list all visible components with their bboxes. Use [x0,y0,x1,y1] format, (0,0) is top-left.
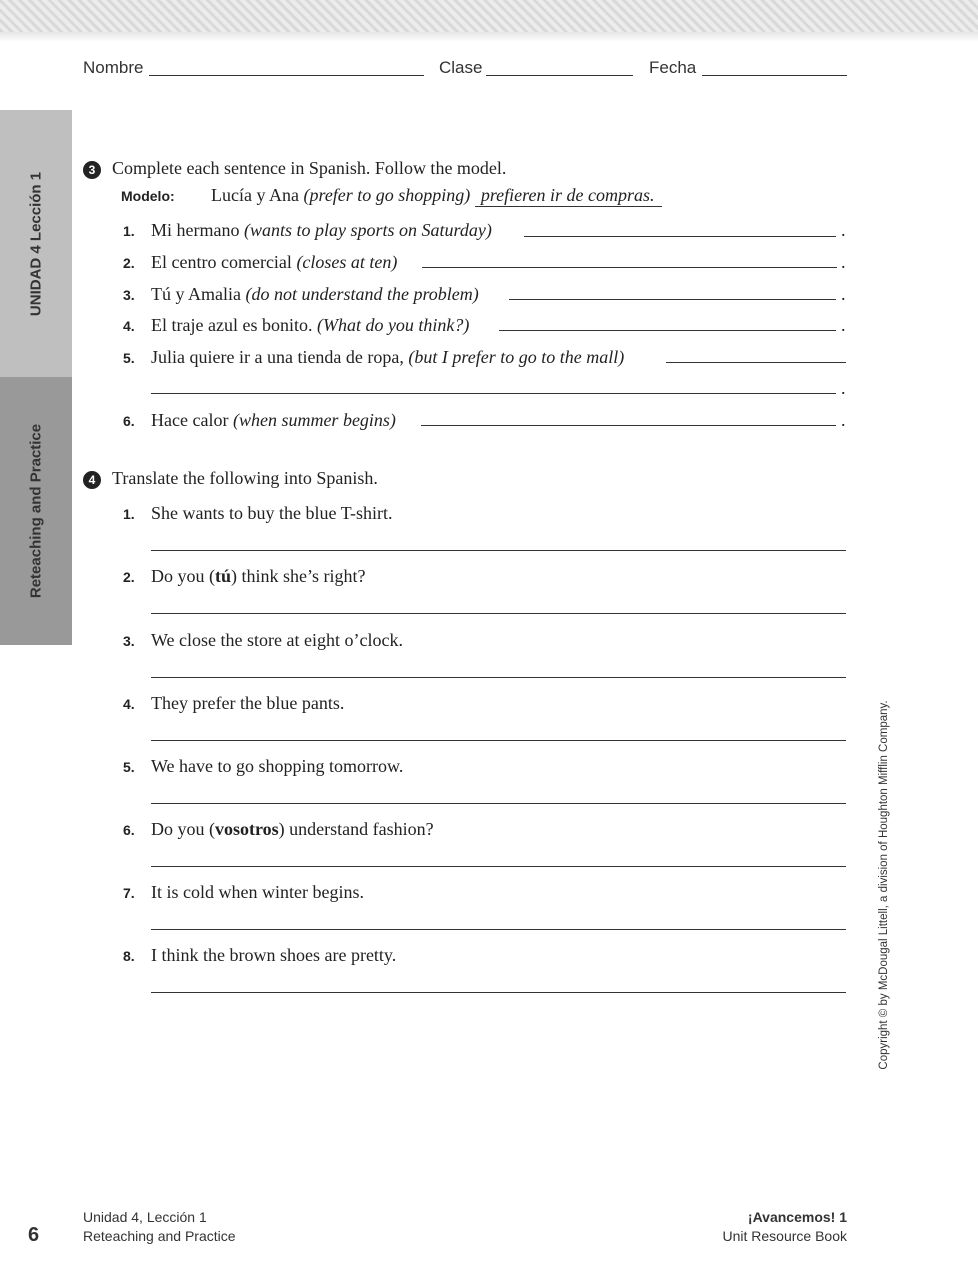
model-text: Lucía y Ana [211,185,299,205]
s4-item-6-text: Do you (vosotros) understand fashion? [151,819,434,839]
period: . [841,410,846,430]
s4-item-number: 8. [123,948,135,964]
s4-item-7-answer-line[interactable] [151,929,846,930]
s3-item-number: 6. [123,413,135,429]
s3-item-number: 1. [123,223,135,239]
s4-item-5-text: We have to go shopping tomorrow. [151,756,404,776]
s3-item-6-answer-line[interactable] [421,425,836,426]
s4-item-8-text: I think the brown shoes are pretty. [151,945,397,965]
s3-item-3-answer-line[interactable] [509,299,836,300]
s4-item-1-answer-line[interactable] [151,550,846,551]
s4-item-7-text: It is cold when winter begins. [151,882,364,902]
s4-item-8-answer-line[interactable] [151,992,846,993]
s4-item-number: 1. [123,506,135,522]
s3-item-3-text: Tú y Amalia (do not understand the problem) [151,284,479,304]
date-field[interactable] [702,75,847,76]
period: . [841,284,846,304]
copyright-notice: Copyright © by McDougal Littell, a division of Houghton Mifflin Company. [878,700,890,1070]
s3-item-6-text: Hace calor (when summer begins) [151,410,396,430]
period: . [841,220,846,240]
section-4-number: 4 [83,471,101,489]
s3-item-2-text: El centro comercial (closes at ten) [151,252,398,272]
model-answer: prefieren ir de compras. [475,185,663,207]
s4-item-5-answer-line[interactable] [151,803,846,804]
s4-item-number: 2. [123,569,135,585]
s3-item-number: 4. [123,318,135,334]
s4-item-4-answer-line[interactable] [151,740,846,741]
s4-item-3-text: We close the store at eight o’clock. [151,630,403,650]
name-field[interactable] [149,75,424,76]
s3-item-5-text: Julia quiere ir a una tienda de ropa, (but I prefer to go to the mall) [151,347,625,367]
s3-item-5-answer-line-2[interactable] [151,393,836,394]
footer-unit: Unidad 4, Lección 1 [83,1209,207,1225]
s4-item-1-text: She wants to buy the blue T-shirt. [151,503,393,523]
page-number: 6 [28,1224,40,1246]
section-3-number: 3 [83,161,101,179]
s4-item-6-answer-line[interactable] [151,866,846,867]
decorative-banner [0,0,978,42]
s4-item-number: 6. [123,822,135,838]
s4-item-4-text: They prefer the blue pants. [151,693,345,713]
model-sentence [211,185,662,207]
s3-item-number: 2. [123,255,135,271]
period: . [841,378,846,398]
s4-item-2-answer-line[interactable] [151,613,846,614]
class-label: Clase [439,58,483,77]
practice-tab-label: Reteaching and Practice [27,423,45,599]
s3-item-number: 5. [123,350,135,366]
s3-item-2-answer-line[interactable] [422,267,837,268]
footer-section: Reteaching and Practice [83,1228,236,1244]
period: . [841,315,846,335]
s3-item-1-answer-line[interactable] [524,236,836,237]
model-label: Modelo: [121,188,175,204]
s3-item-4-answer-line[interactable] [499,330,836,331]
section-3-instruction: Complete each sentence in Spanish. Follow the model. [112,158,507,178]
s4-item-number: 5. [123,759,135,775]
s4-item-number: 4. [123,696,135,712]
s3-item-number: 3. [123,287,135,303]
footer-book-title: ¡Avancemos! 1 [747,1209,847,1225]
name-label: Nombre [83,58,144,77]
period: . [841,252,846,272]
footer-book-subtitle: Unit Resource Book [722,1228,847,1244]
class-field[interactable] [486,75,633,76]
unit-tab [0,110,72,377]
s3-item-1-text: Mi hermano (wants to play sports on Saturday) [151,220,492,240]
practice-tab [0,377,72,645]
s4-item-2-text: Do you (tú) think she’s right? [151,566,366,586]
s4-item-number: 3. [123,633,135,649]
s4-item-number: 7. [123,885,135,901]
unit-tab-label: UNIDAD 4 Lección 1 [27,171,45,316]
s3-item-5-answer-line[interactable] [666,362,846,363]
s3-item-4-text: El traje azul es bonito. (What do you think?) [151,315,470,335]
date-label: Fecha [649,58,697,77]
model-hint: (prefer to go shopping) [303,185,471,205]
section-4-instruction: Translate the following into Spanish. [112,468,378,488]
s4-item-3-answer-line[interactable] [151,677,846,678]
